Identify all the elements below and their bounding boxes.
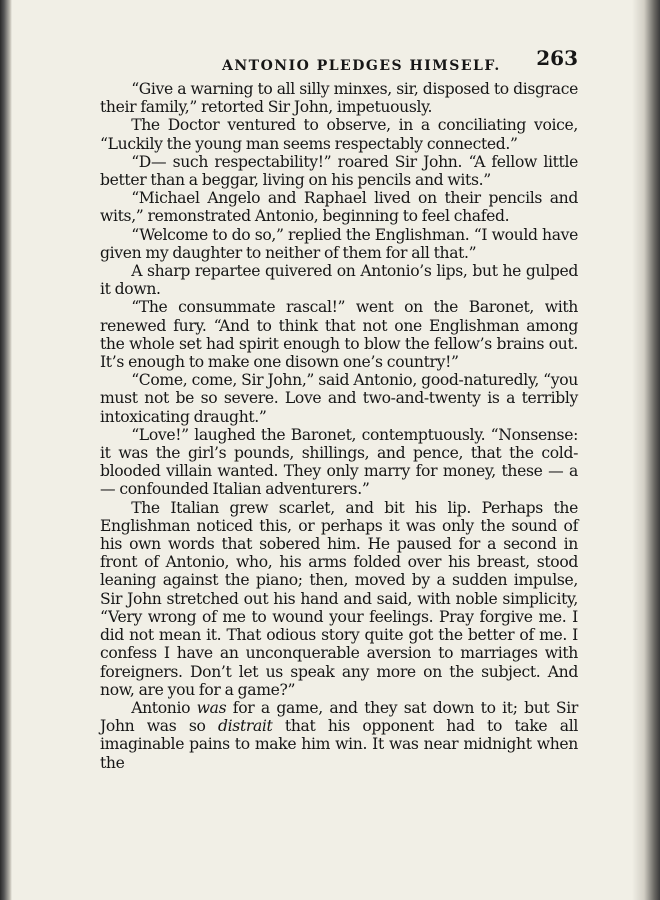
paragraph: A sharp repartee quivered on Antonio’s lips, but he gulped it down. — [100, 262, 578, 299]
text-run: that his opponent had to take all imaginable pains to make him win. It was near midnight when the — [100, 717, 578, 772]
running-head: ANTONIO PLEDGES HIMSELF. — [222, 58, 501, 74]
paragraph: The Doctor ventured to observe, in a conciliating voice, “Luckily the young man seems respectably connected.” — [100, 116, 578, 153]
paragraph: “Michael Angelo and Raphael lived on their pencils and wits,” remonstrated Antonio, beginning to feel chafed. — [100, 189, 578, 226]
page-number: 263 — [536, 46, 578, 70]
paragraph: “D— such respectability!” roared Sir John. “A fellow little better than a beggar, living on his pencils and wits.” — [100, 152, 578, 190]
text-run: for a game, and they sat down to it; but Sir John was so — [100, 698, 578, 736]
paragraph: “Welcome to do so,” replied the Englishman. “I would have given my daughter to neither of them for all that.” — [100, 225, 578, 262]
paragraph-last — [100, 699, 578, 772]
emphasis-distrait: distrait — [218, 717, 273, 736]
page-left-edge-shadow — [0, 0, 12, 900]
text-run: Antonio — [131, 698, 197, 717]
page-header — [100, 44, 578, 80]
page-right-edge-shadow — [632, 0, 660, 900]
paragraph: The Italian grew scarlet, and bit his lip. Perhaps the Englishman noticed this, or perhaps it was only the sound of his own words that sobered him. He paused for a second in front of Antonio, who, his arms folded over his breast, stood leaning against the piano; then, moved by a sudden impulse, Sir John stretched out his hand and said, with noble simplicity, “Very wrong of me to wound your feelings. Pray forgive me. I did not mean it. That odious story quite got the better of me. I confess I have an unconquerable aversion to marriages with foreigners. Don’t let us speak any more on the subject. And now, are you for a game?” — [100, 498, 578, 699]
emphasis-was: was — [196, 698, 227, 717]
paragraph: “Come, come, Sir John,” said Antonio, good-naturedly, “you must not be so severe. Love and two-and-twenty is a terribly intoxicating draught.” — [100, 371, 578, 426]
paragraph: “Love!” laughed the Baronet, contemptuously. “Nonsense: it was the girl’s pounds, shillings, and pence, that the cold-blooded villain wanted. They only marry for money, these — a — confounded Italian adventurers.” — [100, 425, 578, 499]
body-text — [100, 80, 578, 772]
book-page — [100, 44, 578, 772]
paragraph: “The consummate rascal!” went on the Baronet, with renewed fury. “And to think that not one Englishman among the whole set had spirit enough to blow the fellow’s brains out. It’s enough to make one disown one’s country!” — [100, 298, 578, 372]
paragraph: “Give a warning to all silly minxes, sir, disposed to disgrace their family,” retorted Sir John, impetuously. — [100, 80, 578, 117]
